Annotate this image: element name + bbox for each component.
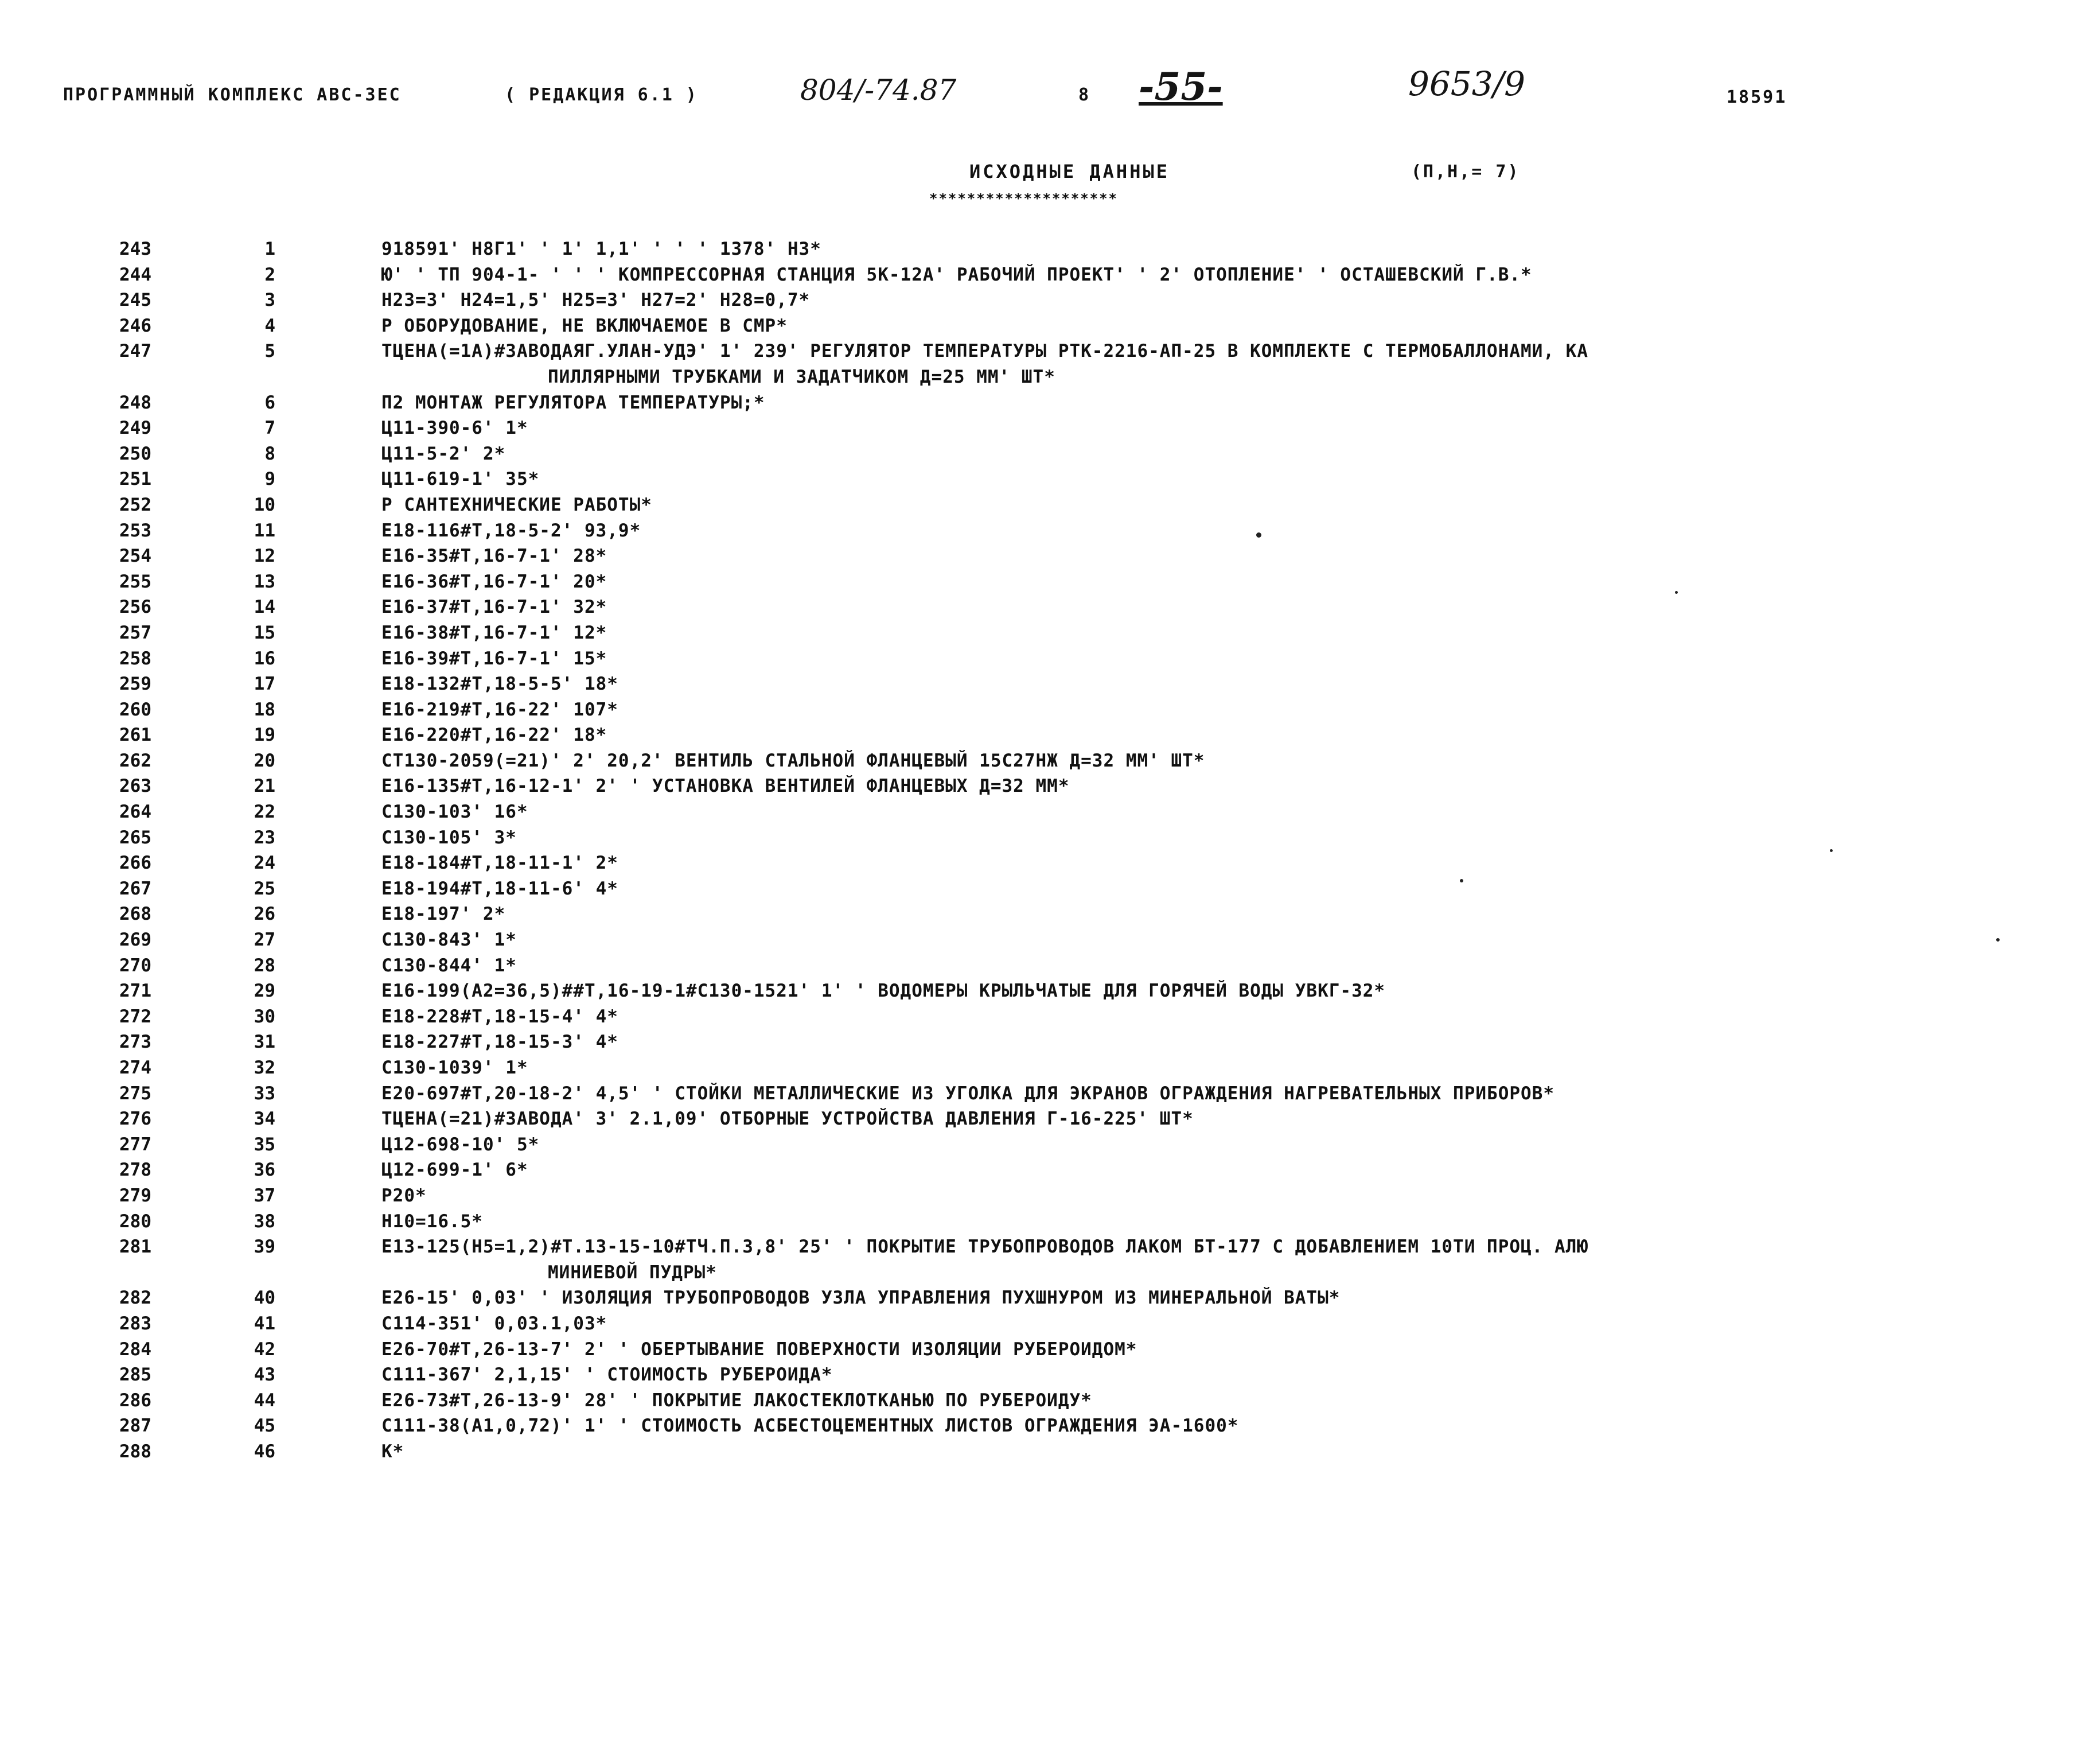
statement-text — [381, 1234, 1588, 1285]
pnm-parameter: (П,Н,= 7) — [1411, 162, 1520, 182]
listing-row — [0, 390, 2100, 416]
statement-line: Ц12-698-10' 5* — [381, 1134, 540, 1155]
statement-line: Е16-135#Т,16-12-1' 2' ' УСТАНОВКА ВЕНТИЛЕЙ ФЛАНЦЕВЫХ Д=32 ММ* — [381, 776, 1070, 797]
line-number: 263 — [119, 776, 151, 797]
statement-text — [381, 339, 1588, 390]
listing-row — [0, 671, 2100, 697]
statement-text — [381, 1311, 607, 1337]
statement-line: ТЦЕНА(=1А)#ЗАВОДАЯГ.УЛАН-УДЭ' 1' 239' РЕГУЛЯТОР ТЕМПЕРАТУРЫ РТК-2216-АП-25 В КОМПЛЕКТЕ С ТЕРМОБАЛЛОНАМИ, КА — [381, 341, 1589, 362]
statement-number: 41 — [254, 1313, 275, 1334]
statement-number: 13 — [254, 571, 275, 592]
statement-line: СТ130-2059(=21)' 2' 20,2' ВЕНТИЛЬ СТАЛЬНОЙ ФЛАНЦЕВЫЙ 15С27НЖ Д=32 ММ' ШТ* — [381, 750, 1205, 771]
listing-row — [0, 441, 2100, 467]
statement-number: 15 — [254, 622, 275, 643]
statement-number: 36 — [254, 1160, 275, 1181]
line-number: 250 — [119, 443, 151, 464]
statement-text — [381, 1388, 1092, 1414]
line-number: 252 — [119, 494, 151, 515]
statement-line: Е16-36#Т,16-7-1' 20* — [381, 571, 607, 592]
statement-number: 34 — [254, 1108, 275, 1130]
listing-row — [0, 850, 2100, 876]
statement-line: К* — [381, 1441, 404, 1462]
listing-row — [0, 620, 2100, 646]
statement-line: С130-1039' 1* — [381, 1057, 528, 1078]
line-number: 288 — [119, 1441, 151, 1462]
statement-line: Е16-39#Т,16-7-1' 15* — [381, 648, 607, 669]
listing-row — [0, 697, 2100, 723]
statement-text — [381, 1106, 1194, 1132]
statement-number: 31 — [254, 1032, 275, 1053]
line-number: 265 — [119, 827, 151, 848]
statement-text — [381, 901, 505, 927]
listing-row — [0, 1055, 2100, 1081]
statement-number: 23 — [254, 827, 275, 848]
statement-line: Р20* — [381, 1185, 427, 1206]
statement-continuation: МИНИЕВОЙ ПУДРЫ* — [548, 1262, 717, 1283]
statement-number: 25 — [254, 878, 275, 899]
statement-line: С111-367' 2,1,15' ' СТОИМОСТЬ РУБЕРОИДА* — [381, 1364, 833, 1386]
listing-row — [0, 1285, 2100, 1311]
listing-row — [0, 1362, 2100, 1388]
line-number: 271 — [119, 981, 151, 1002]
statement-text — [381, 492, 652, 518]
statement-line: Ц11-390-6' 1* — [381, 418, 528, 439]
listing-row — [0, 1081, 2100, 1107]
statement-text — [381, 927, 517, 953]
statement-number: 18 — [254, 699, 275, 720]
statement-line: Е16-199(А2=36,5)##Т,16-19-1#С130-1521' 1' ' ВОДОМЕРЫ КРЫЛЬЧАТЫЕ ДЛЯ ГОРЯЧЕЙ ВОДЫ УВКГ-32* — [381, 981, 1386, 1002]
statement-text — [381, 1183, 427, 1209]
scan-speck — [1460, 879, 1463, 882]
line-number: 273 — [119, 1032, 151, 1053]
line-number: 264 — [119, 802, 151, 823]
listing-row — [0, 646, 2100, 672]
listing-row — [0, 569, 2100, 595]
line-number: 255 — [119, 571, 151, 592]
statement-line: Е18-184#Т,18-11-1' 2* — [381, 853, 618, 874]
listing-row — [0, 313, 2100, 339]
statement-line: Е18-116#Т,18-5-2' 93,9* — [381, 520, 641, 541]
statement-line: П2 МОНТАЖ РЕГУЛЯТОРА ТЕМПЕРАТУРЫ;* — [381, 392, 765, 413]
statement-text — [381, 1132, 539, 1158]
line-number: 269 — [119, 929, 151, 951]
statement-number: 9 — [264, 469, 275, 490]
statement-number: 37 — [254, 1185, 275, 1206]
line-number: 281 — [119, 1236, 151, 1258]
statement-number: 17 — [254, 674, 275, 695]
statement-number: 33 — [254, 1083, 275, 1104]
line-number: 268 — [119, 904, 151, 925]
listing-row — [0, 1106, 2100, 1132]
statement-number: 40 — [254, 1288, 275, 1309]
statement-text — [381, 466, 539, 492]
statement-line: Е26-70#Т,26-13-7' 2' ' ОБЕРТЫВАНИЕ ПОВЕРХНОСТИ ИЗОЛЯЦИИ РУБЕРОИДОМ* — [381, 1339, 1137, 1360]
line-number: 280 — [119, 1211, 151, 1232]
statement-text — [381, 773, 1069, 799]
line-number: 259 — [119, 674, 151, 695]
listing-row — [0, 518, 2100, 544]
line-number: 256 — [119, 597, 151, 618]
handwritten-code: 804/-74.87 — [800, 73, 957, 107]
scan-speck — [1675, 591, 1678, 594]
line-number: 257 — [119, 622, 151, 643]
program-name: ПРОГРАММНЫЙ КОМПЛЕКС АВС-ЗЕС — [63, 85, 402, 105]
line-number: 282 — [119, 1288, 151, 1309]
statement-text — [381, 876, 618, 902]
statement-text — [381, 1285, 1340, 1311]
listing-row — [0, 543, 2100, 569]
listing-row — [0, 287, 2100, 313]
statement-text — [381, 799, 528, 825]
statement-line: С130-844' 1* — [381, 955, 517, 976]
listing-row — [0, 1209, 2100, 1235]
line-number: 244 — [119, 264, 151, 285]
statement-line: ТЦЕНА(=21)#ЗАВОДА' 3' 2.1,09' ОТБОРНЫЕ УСТРОЙСТВА ДАВЛЕНИЯ Г-16-225' ШТ* — [381, 1108, 1194, 1130]
line-number: 275 — [119, 1083, 151, 1104]
statement-number: 39 — [254, 1236, 275, 1258]
statement-number: 26 — [254, 904, 275, 925]
line-number: 246 — [119, 315, 151, 336]
statement-text — [381, 441, 505, 467]
statement-text — [381, 287, 810, 313]
statement-line: Е20-697#Т,20-18-2' 4,5' ' СТОЙКИ МЕТАЛЛИЧЕСКИЕ ИЗ УГОЛКА ДЛЯ ЭКРАНОВ ОГРАЖДЕНИЯ НАГРЕВАТЕЛЬНЫХ ПРИБОРОВ* — [381, 1083, 1555, 1104]
line-number: 283 — [119, 1313, 151, 1334]
statement-number: 7 — [264, 418, 275, 439]
line-number: 276 — [119, 1108, 151, 1130]
listing-row — [0, 1337, 2100, 1363]
statement-text — [381, 953, 517, 979]
listing-row — [0, 339, 2100, 390]
listing-row — [0, 594, 2100, 620]
line-number: 251 — [119, 469, 151, 490]
statement-text — [381, 236, 821, 262]
listing-row — [0, 415, 2100, 441]
statement-text — [381, 620, 607, 646]
listing-row — [0, 1132, 2100, 1158]
statement-text — [381, 671, 618, 697]
statement-text — [381, 978, 1385, 1004]
statement-line: Р САНТЕХНИЧЕСКИЕ РАБОТЫ* — [381, 494, 652, 515]
line-number: 253 — [119, 520, 151, 541]
line-number: 254 — [119, 546, 151, 567]
statement-number: 43 — [254, 1364, 275, 1386]
statement-number: 19 — [254, 725, 275, 746]
statement-number: 11 — [254, 520, 275, 541]
listing-row — [0, 1413, 2100, 1439]
statement-text — [381, 569, 607, 595]
statement-number: 28 — [254, 955, 275, 976]
statement-line: Е16-35#Т,16-7-1' 28* — [381, 546, 607, 567]
scan-speck — [1256, 532, 1261, 538]
line-number: 260 — [119, 699, 151, 720]
statement-number: 38 — [254, 1211, 275, 1232]
line-number: 286 — [119, 1390, 151, 1411]
statement-number: 24 — [254, 853, 275, 874]
listing-row — [0, 773, 2100, 799]
listing-row — [0, 1234, 2100, 1285]
statement-text — [381, 390, 765, 416]
statement-line: С130-103' 16* — [381, 802, 528, 823]
line-number: 245 — [119, 290, 151, 311]
line-number: 279 — [119, 1185, 151, 1206]
statement-line: Е16-219#Т,16-22' 107* — [381, 699, 618, 720]
statement-number: 35 — [254, 1134, 275, 1155]
statement-line: С111-38(А1,0,72)' 1' ' СТОИМОСТЬ АСБЕСТОЦЕМЕНТНЫХ ЛИСТОВ ОГРАЖДЕНИЯ ЭА-1600* — [381, 1415, 1239, 1437]
statement-number: 27 — [254, 929, 275, 951]
statement-line: Р ОБОРУДОВАНИЕ, НЕ ВКЛЮЧАЕМОЕ В СМР* — [381, 315, 788, 336]
statement-line: Е16-37#Т,16-7-1' 32* — [381, 597, 607, 618]
scan-speck — [1830, 849, 1833, 852]
statement-number: 44 — [254, 1390, 275, 1411]
line-number: 272 — [119, 1006, 151, 1027]
line-number: 267 — [119, 878, 151, 899]
statement-line: Е18-197' 2* — [381, 904, 506, 925]
listing-row — [0, 876, 2100, 902]
statement-number: 22 — [254, 802, 275, 823]
statement-number: 30 — [254, 1006, 275, 1027]
page-number: -55- — [1139, 64, 1223, 109]
statement-text — [381, 697, 618, 723]
line-number: 247 — [119, 341, 151, 362]
listing-row — [0, 262, 2100, 288]
listing-row — [0, 1157, 2100, 1183]
statement-number: 12 — [254, 546, 275, 567]
statement-number: 32 — [254, 1057, 275, 1078]
line-number: 278 — [119, 1160, 151, 1181]
listing-row — [0, 1388, 2100, 1414]
line-number: 258 — [119, 648, 151, 669]
listing-row — [0, 492, 2100, 518]
listing-row — [0, 1311, 2100, 1337]
document-number: 9653/9 — [1408, 64, 1526, 103]
line-number: 266 — [119, 853, 151, 874]
line-number: 261 — [119, 725, 151, 746]
statement-line: Н10=16.5* — [381, 1211, 483, 1232]
statement-line: Е26-73#Т,26-13-9' 28' ' ПОКРЫТИЕ ЛАКОСТЕКЛОТКАНЬЮ ПО РУБЕРОИДУ* — [381, 1390, 1092, 1411]
listing-row — [0, 1004, 2100, 1030]
statement-number: 1 — [264, 239, 275, 259]
statement-number: 5 — [264, 341, 275, 362]
statement-line: Е16-38#Т,16-7-1' 12* — [381, 622, 607, 643]
statement-text — [381, 415, 528, 441]
listing-row — [0, 901, 2100, 927]
statement-text — [381, 1209, 483, 1235]
statement-text — [381, 1029, 618, 1055]
statement-continuation: ПИЛЛЯРНЫМИ ТРУБКАМИ И ЗАДАТЧИКОМ Д=25 ММ' ШТ* — [548, 366, 1055, 387]
section-title: ИСХОДНЫЕ ДАННЫЕ — [969, 161, 1170, 182]
statement-line: С130-843' 1* — [381, 929, 517, 951]
statement-line: Е18-194#Т,18-11-6' 4* — [381, 878, 618, 899]
line-number: 243 — [119, 239, 151, 259]
statement-text — [381, 543, 607, 569]
statement-line: С114-351' 0,03.1,03* — [381, 1313, 607, 1334]
statement-line: 918591' Н8Г1' ' 1' 1,1' ' ' ' 1378' НЗ* — [381, 239, 821, 259]
statement-line: Ц11-619-1' 35* — [381, 469, 540, 490]
line-number: 270 — [119, 955, 151, 976]
listing-row — [0, 722, 2100, 748]
section-title-underline: ******************** — [929, 190, 1118, 207]
scan-speck — [1996, 938, 2000, 942]
statement-number: 14 — [254, 597, 275, 618]
listing-row — [0, 1439, 2100, 1465]
statement-number: 4 — [264, 315, 275, 336]
statement-line: Е16-220#Т,16-22' 18* — [381, 725, 607, 746]
line-number: 262 — [119, 750, 151, 771]
statement-number: 2 — [264, 264, 275, 285]
statement-number: 42 — [254, 1339, 275, 1360]
statement-text — [381, 1337, 1137, 1363]
statement-text — [381, 1157, 528, 1183]
statement-line: Е13-125(Н5=1,2)#Т.13-15-10#ТЧ.П.3,8' 25' ' ПОКРЫТИЕ ТРУБОПРОВОДОВ ЛАКОМ БТ-177 С ДОБАВЛЕНИЕМ 10ТИ ПРОЦ. АЛЮ — [381, 1236, 1589, 1258]
statement-text — [381, 1413, 1238, 1439]
listing-row — [0, 236, 2100, 262]
statement-number: 45 — [254, 1415, 275, 1437]
job-id: 18591 — [1727, 87, 1787, 107]
statement-number: 21 — [254, 776, 275, 797]
listing-row — [0, 1029, 2100, 1055]
statement-line: Е26-15' 0,03' ' ИЗОЛЯЦИЯ ТРУБОПРОВОДОВ УЗЛА УПРАВЛЕНИЯ ПУХШНУРОМ ИЗ МИНЕРАЛЬНОЙ ВАТЫ* — [381, 1288, 1341, 1309]
statement-text — [381, 313, 788, 339]
statement-text — [381, 722, 607, 748]
statement-text — [381, 1362, 833, 1388]
statement-text — [381, 646, 607, 672]
line-number: 285 — [119, 1364, 151, 1386]
statement-line: Ю' ' ТП 904-1- ' ' ' КОМПРЕССОРНАЯ СТАНЦИЯ 5К-12А' РАБОЧИЙ ПРОЕКТ' ' 2' ОТОПЛЕНИЕ' ' ОСТАШЕВСКИЙ Г.В.* — [381, 264, 1532, 285]
listing-row — [0, 953, 2100, 979]
listing-row — [0, 1183, 2100, 1209]
statement-text — [381, 262, 1532, 288]
listing-row — [0, 927, 2100, 953]
statement-number: 20 — [254, 750, 275, 771]
statement-line: С130-105' 3* — [381, 827, 517, 848]
statement-number: 46 — [254, 1441, 275, 1462]
statement-number: 10 — [254, 494, 275, 515]
statement-line: Е18-132#Т,18-5-5' 18* — [381, 674, 618, 695]
listing-row — [0, 799, 2100, 825]
statement-number: 6 — [264, 392, 275, 413]
listing-row — [0, 825, 2100, 851]
line-number: 284 — [119, 1339, 151, 1360]
statement-line: Ц12-699-1' 6* — [381, 1160, 528, 1181]
statement-text — [381, 594, 607, 620]
listing-row — [0, 978, 2100, 1004]
edition-label: ( РЕДАКЦИЯ 6.1 ) — [505, 85, 698, 105]
statement-number: 8 — [264, 443, 275, 464]
listing-row — [0, 466, 2100, 492]
statement-text — [381, 850, 618, 876]
statement-line: Ц11-5-2' 2* — [381, 443, 506, 464]
statement-line: Н23=3' Н24=1,5' Н25=3' Н27=2' Н28=0,7* — [381, 290, 811, 311]
statement-text — [381, 748, 1205, 774]
statement-text — [381, 518, 641, 544]
statement-number: 16 — [254, 648, 275, 669]
statement-text — [381, 825, 517, 851]
statement-number: 3 — [264, 290, 275, 311]
statement-text — [381, 1439, 404, 1465]
line-number: 274 — [119, 1057, 151, 1078]
statement-text — [381, 1081, 1554, 1107]
statement-text — [381, 1004, 618, 1030]
header-mark: 8 — [1078, 85, 1091, 105]
line-number: 249 — [119, 418, 151, 439]
listing-row — [0, 748, 2100, 774]
statement-text — [381, 1055, 528, 1081]
statement-line: Е18-227#Т,18-15-3' 4* — [381, 1032, 618, 1053]
line-number: 277 — [119, 1134, 151, 1155]
line-number: 248 — [119, 392, 151, 413]
line-number: 287 — [119, 1415, 151, 1437]
statement-line: Е18-228#Т,18-15-4' 4* — [381, 1006, 618, 1027]
listing-table — [0, 236, 2100, 1465]
statement-number: 29 — [254, 981, 275, 1002]
